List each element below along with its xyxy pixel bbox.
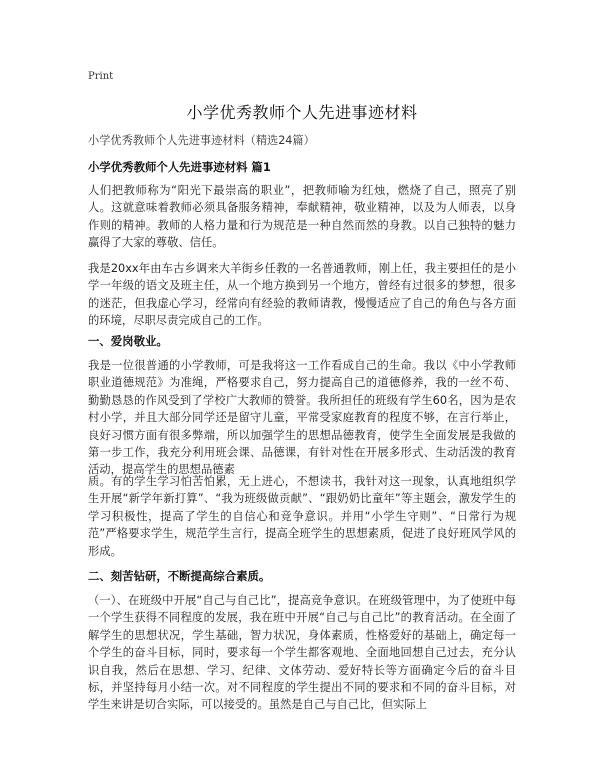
paragraph-1: 人们把教师称为“阳光下最崇高的职业”，把教师喻为红烛，燃烧了自己，照亮了别人。这就意味着教师必须具备服务精神，奉献精神，敬业精神，以及为人师表，以身作则的精神。教师的人格力量和行为规范是一种自然而然的身教。以自己独特的魅力赢得了大家的尊敬、信任。 <box>88 184 516 250</box>
document-subtitle: 小学优秀教师个人先进事迹材料（精选24篇） <box>88 134 315 147</box>
heading-dedication: 一、爱岗敬业。 <box>88 334 168 348</box>
print-link[interactable]: Print <box>88 71 114 82</box>
paragraph-4: 质。有的学生学习怕苦怕累，无上进心，不想读书，我针对这一现象，认真地组织学生开展“新学年新打算”、“我为班级做贡献”、“跟奶奶比童年”等主题会，激发学生的学习积极性，提高了学生的自信心和竞争意识。并用“小学生守则”、“日常行为规范”严格要求学生，规范学生言行，提高全班学生的思想素质，促进了良好班风学风的形成。 <box>88 475 516 558</box>
page-title: 小学优秀教师个人先进事迹材料 <box>186 103 418 122</box>
heading-study: 二、刻苦钻研，不断提高综合素质。 <box>88 569 271 583</box>
section-heading: 小学优秀教师个人先进事迹材料 篇1 <box>88 160 271 174</box>
paragraph-2: 我是20xx年由车古乡调来大羊街乡任教的一名普通教师，刚上任，我主要担任的是小学一年级的语文及班主任，从一个地方换到另一个地方，曾经有过很多的梦想，很多的迷茫，但我虚心学习，经常向有经验的教师请教，慢慢适应了自己的角色与各方面的环境，尽职尽责完成自己的工作。 <box>88 262 516 328</box>
paragraph-5: （一）、在班级中开展“自己与自己比”，提高竞争意识。在班级管理中，为了使班中每一个学生获得不同程度的发展，我在班中开展“自己与自己比”的教育活动。在全面了解学生的思想状况，学生基础，智力状况，身体素质，性格爱好的基础上，确定每一个学生的奋斗目标，同时，要求每一个学生都客观地、全面地回想自己过去，充分认识自我，然后在思想、学习、纪律、文体劳动、爱好特长等方面确定今后的奋斗目标，并坚持每月小结一次。对不同程度的学生提出不同的要求和不同的奋斗目标，对学生来讲是切合实际，可以接受的。虽然是自己与自己比，但实际上 <box>88 594 516 712</box>
paragraph-3: 我是一位很普通的小学教师，可是我将这一工作看成自己的生命。我以《中小学教师职业道德规范》为准绳，严格要求自己，努力提高自己的道德修养，我的一丝不苟、勤勤恳恳的作风受到了学校广大教师的赞誉。我所担任的班级有学生60名，因为是农村小学，并且大部分同学还是留守儿童，平常受家庭教育的程度不够，在言行举止，良好习惯方面有很多弊端，所以加强学生的思想品德教育，使学生全面发展是我做的第一步工作，我充分利用班会课、品德课，有针对性在开展多形式、生动活泼的教育活动，提高学生的思想品德素 <box>88 359 516 477</box>
